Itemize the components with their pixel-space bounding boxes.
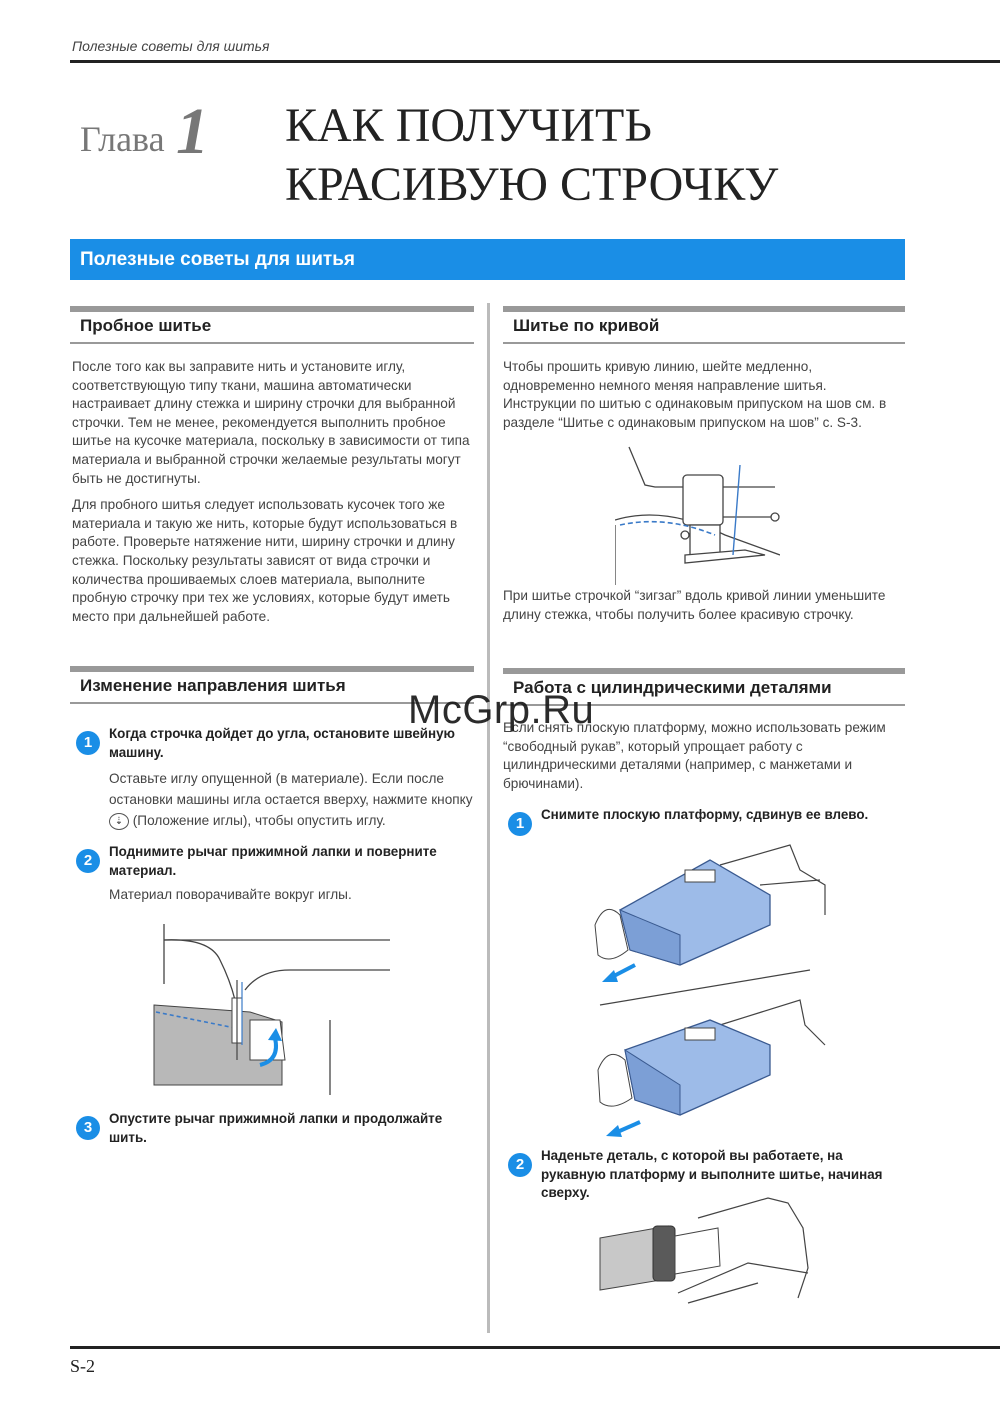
top-rule (70, 60, 1000, 63)
step-badge-3: 3 (76, 1116, 100, 1140)
subhead-curve-title: Шитье по кривой (513, 316, 660, 335)
chapter-title-line2: КРАСИВУЮ СТРОЧКУ (285, 158, 779, 211)
direction-step3-heading: Опустите рычаг прижимной лапки и продолжайте шить. (109, 1111, 443, 1145)
direction-step1-text-a: Оставьте иглу опущенной (в материале). Если после остановки машины игла остается вверху, нажмите кнопку (109, 771, 473, 807)
chapter-title-line1: КАК ПОЛУЧИТЬ (285, 99, 652, 152)
page-number: S-2 (70, 1356, 96, 1376)
column-divider (487, 303, 490, 1333)
trial-text (72, 358, 472, 634)
chapter-word: Глава (80, 119, 165, 159)
subhead-curve (503, 306, 905, 344)
subhead-direction-title: Изменение направления шитья (80, 676, 346, 695)
chapter-number: 1 (176, 95, 209, 168)
curve-sewing-illustration (615, 445, 780, 585)
direction-step2-heading: Поднимите рычаг прижимной лапки и поверните материал. (109, 844, 437, 878)
step-badge-cyl-2: 2 (508, 1153, 532, 1177)
direction-step1-text (109, 768, 474, 831)
curve-text-2: При шитье строчкой “зигзаг” вдоль кривой линии уменьшите длину стежка, чтобы получить более красивую строчку. (503, 588, 886, 622)
section-title: Полезные советы для шитья (80, 249, 355, 270)
bottom-rule (70, 1346, 1000, 1349)
step-badge-2: 2 (76, 849, 100, 873)
cylinder-text: Если снять плоскую платформу, можно использовать режим “свободный рукав”, который упрощает работу с цилиндрическими деталями (например, с манжетами и брючинами). (503, 720, 886, 791)
trial-paragraph-2: Для пробного шитья следует использовать кусочек того же материала и такую же нить, которые будут использоваться в работе. Проверьте натяжение нити, ширину строчки и длину стежка. Поскольку результаты зависят от вида строчки и количества прошиваемых слоев материала, выполните пробную строчку при тех же условиях, которые будут иметь место при дальнейшей работе. (72, 497, 458, 624)
cylinder-step1-heading: Снимите плоскую платформу, сдвинув ее влево. (541, 807, 869, 822)
step-badge-1: 1 (76, 731, 100, 755)
subhead-trial (70, 306, 474, 344)
subhead-cylinder-title: Работа с цилиндрическими деталями (513, 678, 832, 697)
free-arm-illustration (598, 1188, 813, 1320)
curve-text-1: Чтобы прошить кривую линию, шейте медленно, одновременно немного меняя направление шитья. Инструкции по шитью с одинаковым припуском на шов см. в разделе “Шитье с одинаковым припуском на шов” с. S-3. (503, 359, 887, 430)
step-badge-cyl-1: 1 (508, 812, 532, 836)
subhead-trial-title: Пробное шитье (80, 316, 212, 335)
turning-material-illustration (150, 920, 395, 1095)
trial-paragraph-1: После того как вы заправите нить и установите иглу, соответствующую типу ткани, машина автоматически настраивает длину стежка и ширину строчки для выбранной строчки. Тем не менее, рекомендуется выполнить пробное шитье на кусочке материала, поскольку в зависимости от типа материала и выбранной строчки желаемые результаты могут быть не достигнуты. (72, 359, 470, 486)
chapter-title (285, 96, 778, 214)
direction-step2-text: Материал поворачивайте вокруг иглы. (109, 887, 352, 902)
cylinder-step2-heading: Наденьте деталь, с которой вы работаете, на рукавную платформу и выполните шитье, начиная сверху. (541, 1148, 883, 1201)
watermark: McGrp.Ru (408, 688, 595, 732)
direction-step1-heading: Когда строчка дойдет до угла, остановите швейную машину. (109, 726, 455, 760)
direction-step1-text-b: (Положение иглы), чтобы опустить иглу. (132, 813, 386, 828)
remove-flat-bed-illustration (590, 840, 830, 1145)
running-head: Полезные советы для шитья (72, 38, 270, 54)
needle-position-key-icon: ⇣ (109, 813, 129, 830)
